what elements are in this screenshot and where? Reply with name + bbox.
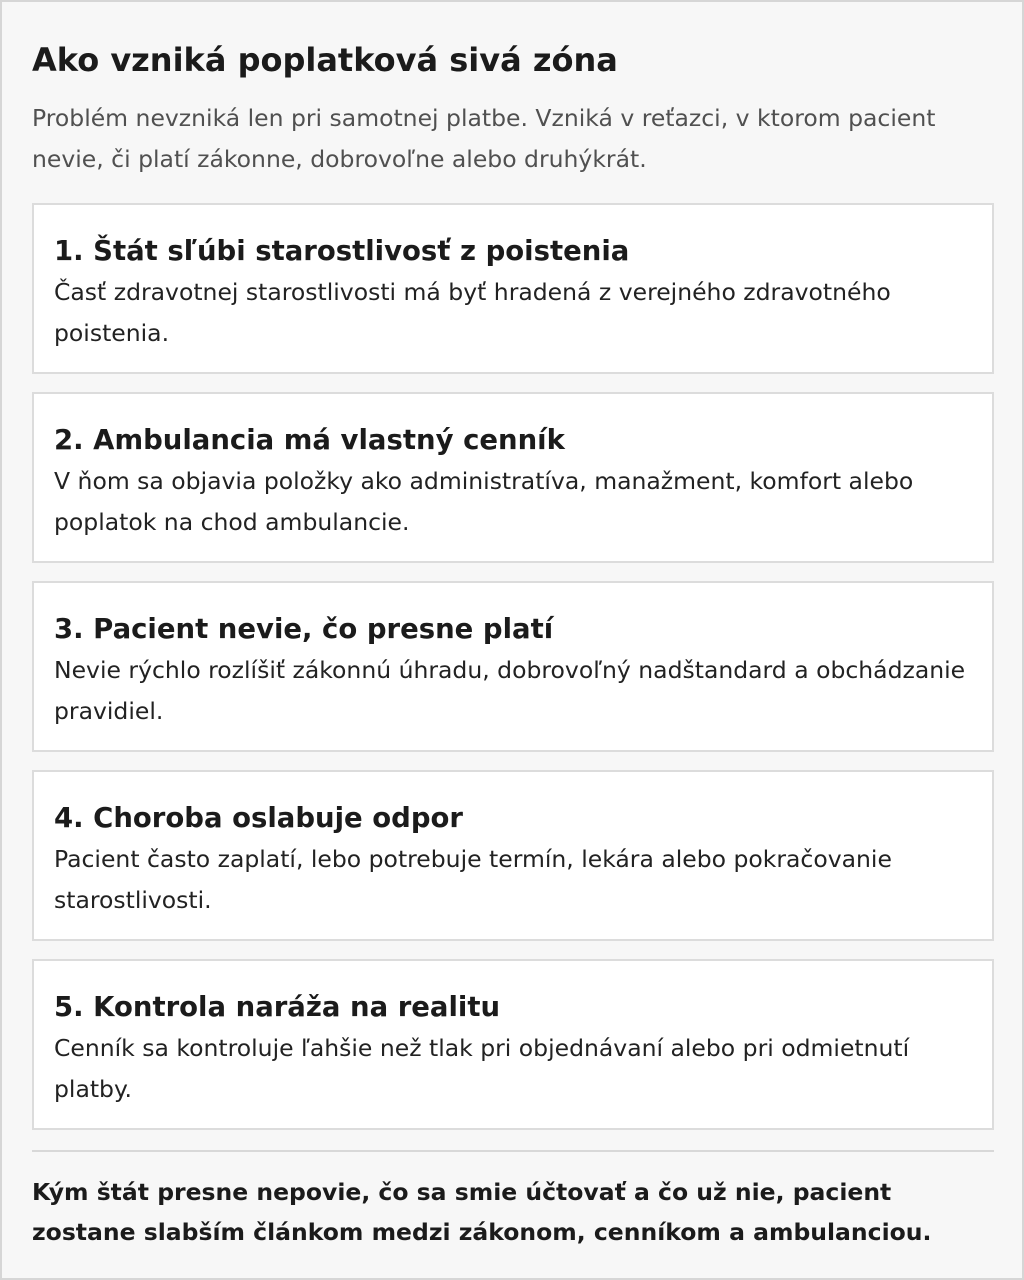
step-card-2: [32, 392, 994, 563]
step-text: Časť zdravotnej starostlivosti má byť hradená z verejného zdravotného poistenia.: [54, 278, 891, 347]
step-card-5: [32, 959, 994, 1130]
step-text: Cenník sa kontroluje ľahšie než tlak pri objednávaní alebo pri odmietnutí platby.: [54, 1034, 910, 1103]
step-card-1: [32, 203, 994, 374]
step-text: V ňom sa objavia položky ako administratíva, manažment, komfort alebo poplatok na chod ambulancie.: [54, 467, 914, 536]
step-heading: 3. Pacient nevie, čo presne platí: [54, 613, 554, 645]
step-card-3: [32, 581, 994, 752]
conclusion-text: Kým štát presne nepovie, čo sa smie účtovať a čo už nie, pacient zostane slabším článkom medzi zákonom, cenníkom a ambulanciou.: [32, 1178, 932, 1246]
divider: [32, 1150, 994, 1152]
step-card-4: [32, 770, 994, 941]
step-heading: 4. Choroba oslabuje odpor: [54, 802, 463, 834]
intro-text: Problém nevzniká len pri samotnej platbe. Vzniká v reťazci, v ktorom pacient nevie, či platí zákonne, dobrovoľne alebo druhýkrát.: [32, 104, 936, 173]
step-text: Nevie rýchlo rozlíšiť zákonnú úhradu, dobrovoľný nadštandard a obchádzanie pravidiel.: [54, 656, 966, 725]
step-heading: 2. Ambulancia má vlastný cenník: [54, 424, 565, 456]
step-list: [32, 203, 994, 1148]
page-title: Ako vzniká poplatková sivá zóna: [32, 41, 618, 79]
step-text: Pacient často zaplatí, lebo potrebuje termín, lekára alebo pokračovanie starostlivosti.: [54, 845, 892, 914]
step-heading: 1. Štát sľúbi starostlivosť z poistenia: [54, 235, 630, 267]
step-heading: 5. Kontrola naráža na realitu: [54, 991, 501, 1023]
